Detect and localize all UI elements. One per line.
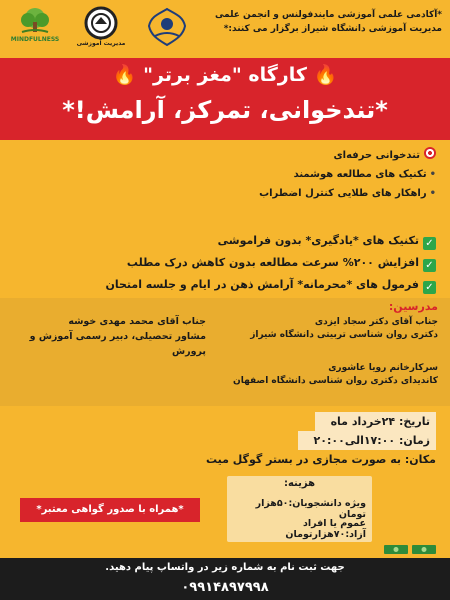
- list-item: •راهکار های طلایی کنترل اضطراب: [259, 188, 436, 199]
- title-banner: [0, 58, 450, 140]
- phone-number[interactable]: ۰۹۹۱۴۸۹۷۹۹۸: [181, 580, 269, 595]
- teacher-3: جناب آقای محمد مهدی خوشه مشاور تحصیلی، دبیر رسمی آموزش و پرورش: [29, 316, 206, 357]
- public-fee: عموم یا افراد آزاد:۷۰هزارتومان: [285, 518, 366, 540]
- list-item: •تکنیک های مطالعه هوشمند: [293, 169, 436, 180]
- footer-instruction: جهت ثبت نام به شماره زیر در واتساپ پیام دهید.: [105, 562, 345, 573]
- mindfulness-logo: [10, 6, 60, 54]
- benefits-list: [96, 230, 436, 296]
- workshop-title: [0, 63, 450, 86]
- student-fee: ویژه دانشجویان:۵۰هزار تومان: [255, 498, 366, 520]
- educational-management-association-logo: [76, 6, 126, 54]
- fire-icon: 🔥: [112, 64, 137, 86]
- university-emblem-icon: [145, 6, 189, 48]
- money-icon: [382, 542, 442, 556]
- list-item: تندخوانی حرفه‌ای: [136, 146, 436, 165]
- fees-label: هزینه:: [283, 478, 316, 489]
- teacher-1: جناب آقای دکتر سجاد ایزدی دکتری روان شناسی تربیتی دانشگاه شیراز: [250, 317, 438, 340]
- association-seal-icon: [84, 6, 118, 40]
- certificate-badge: *همراه با صدور گواهی معتبر*: [20, 498, 200, 522]
- fire-icon: 🔥: [313, 64, 338, 86]
- teachers-section: [0, 298, 450, 406]
- announcement-text: *آکادمی علمی آموزشی مایندفولنس و انجمن علمی مدیریت آموزشی دانشگاه شیراز برگزار می کنند:*: [214, 10, 442, 34]
- mindfulness-logo-caption: MINDFULNESS: [10, 36, 60, 43]
- tree-icon: [18, 6, 52, 36]
- place-text: مکان: به صورت مجازی در بستر گوگل میت: [205, 453, 436, 466]
- list-item: ✓فرمول های *محرمانه* آرامش ذهن در ایام و جلسه امتحان: [96, 274, 436, 296]
- schedule-info: [106, 412, 436, 469]
- teachers-heading: مدرسین:: [388, 300, 438, 313]
- footer: [0, 558, 450, 600]
- date-text: تاریخ: ۲۴خرداد ماه: [315, 412, 436, 431]
- check-icon: ✓: [423, 259, 436, 272]
- list-item: ✓تکنیک های *یادگیری* بدون فراموشی: [96, 230, 436, 252]
- workshop-subtitle: *تندخوانی، تمرکز، آرامش!*: [62, 96, 388, 124]
- topics-list: [136, 146, 436, 203]
- fees-box: [227, 476, 372, 542]
- target-icon: [424, 147, 436, 159]
- check-icon: ✓: [423, 281, 436, 294]
- time-text: زمان: ۱۷:۰۰الی۲۰:۰۰: [298, 431, 436, 450]
- teacher-2: سرکارخانم رویا عاشوری کاندیدای دکتری روان شناسی دانشگاه اصفهان: [233, 363, 438, 386]
- list-item: ✓افزایش ۲۰۰% سرعت مطالعه بدون کاهش درک مطلب: [96, 252, 436, 274]
- association-logo-caption: مدیریت آموزشی: [76, 40, 126, 47]
- logo-group: [10, 6, 200, 54]
- workshop-title-text: کارگاه "مغز برتر": [143, 64, 307, 86]
- check-icon: ✓: [423, 237, 436, 250]
- shiraz-university-logo: [142, 6, 192, 54]
